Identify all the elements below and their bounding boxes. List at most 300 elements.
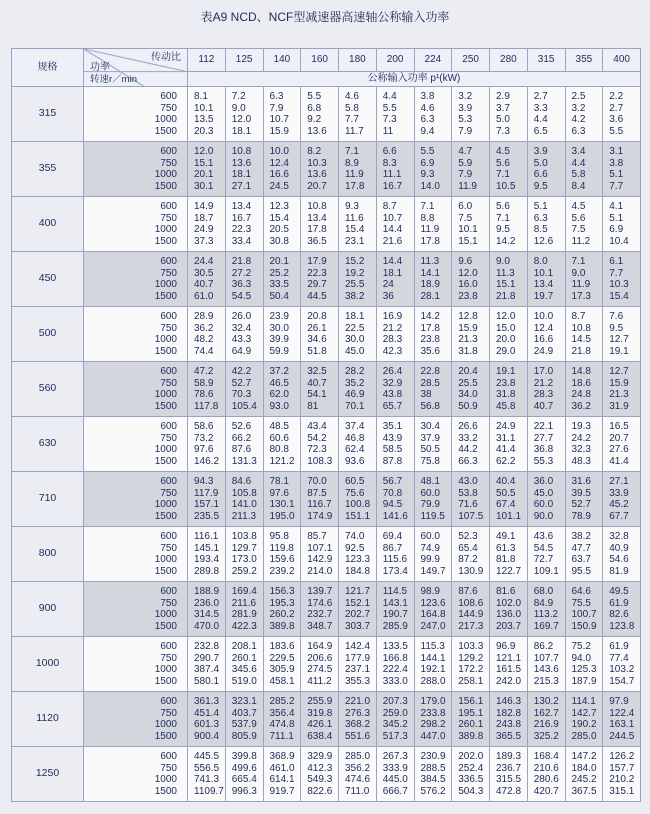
- power-value: 25.2: [269, 267, 289, 279]
- power-value: 67.4: [496, 499, 516, 510]
- speed-value: 1000: [154, 224, 177, 235]
- power-value: 36.2: [194, 322, 214, 334]
- speed-value: 750: [160, 102, 177, 114]
- power-value: 70.8: [382, 487, 403, 499]
- power-value: 19.3: [571, 421, 591, 432]
- speed-value: 600: [160, 91, 177, 102]
- power-value: 107.5: [458, 510, 484, 522]
- power-value: 919.7: [269, 785, 295, 797]
- power-value: 6.8: [307, 102, 322, 114]
- power-value: 65.7: [382, 400, 403, 412]
- spec-cell: 900: [12, 582, 84, 637]
- power-value: 81: [307, 400, 319, 412]
- power-value: 51.8: [307, 345, 327, 357]
- power-value: 285.0: [345, 751, 371, 762]
- power-value: 28.3: [382, 334, 403, 345]
- power-cell: [490, 692, 528, 747]
- power-label: 功率: [90, 62, 110, 73]
- power-cell: [452, 307, 490, 362]
- power-value: 5.5: [420, 146, 435, 157]
- power-value: 162.7: [533, 707, 559, 719]
- power-value: 130.9: [458, 565, 484, 577]
- power-value: 168.4: [533, 751, 559, 762]
- power-value: 31.6: [571, 476, 591, 487]
- power-cell: [452, 692, 490, 747]
- speed-cell: [84, 582, 188, 637]
- power-cell: [603, 142, 641, 197]
- power-value: 29.7: [307, 279, 327, 290]
- power-value: 56.7: [382, 476, 403, 487]
- power-value: 14.0: [420, 180, 440, 192]
- power-value: 49.1: [496, 531, 516, 542]
- power-value: 32.4: [231, 322, 252, 334]
- power-value: 19.1: [496, 366, 516, 377]
- power-value: 303.7: [345, 620, 371, 632]
- power-cell: [565, 747, 603, 802]
- power-value: 7.1: [345, 146, 359, 157]
- power-value: 15.2: [345, 256, 365, 267]
- table-row: [12, 417, 641, 472]
- power-value: 411.2: [307, 675, 332, 687]
- speed-value: 600: [160, 421, 177, 432]
- power-cell: [339, 87, 377, 142]
- power-cell: [263, 637, 301, 692]
- power-value: 157.1: [194, 499, 220, 510]
- power-value: 30.0: [269, 322, 289, 334]
- power-value: 24.9: [194, 224, 214, 235]
- power-value: 10.8: [571, 322, 591, 334]
- power-value: 14.5: [571, 334, 591, 345]
- speed-value: 600: [160, 366, 177, 377]
- power-cell: [603, 362, 641, 417]
- power-cell: [414, 527, 452, 582]
- power-value: 108.3: [307, 455, 333, 467]
- power-cell: [490, 747, 528, 802]
- power-cell: [527, 307, 565, 362]
- power-value: 74.4: [194, 345, 214, 357]
- power-value: 117.9: [194, 487, 219, 499]
- power-cell: [225, 142, 263, 197]
- power-value: 79.9: [420, 499, 440, 510]
- speed-value: 600: [160, 751, 177, 762]
- power-value: 20.1: [194, 169, 214, 180]
- power-value: 26.4: [382, 366, 403, 377]
- power-value: 36.3: [231, 279, 252, 290]
- power-value: 356.4: [269, 707, 295, 719]
- power-cell: [225, 362, 263, 417]
- speed-value: 600: [160, 641, 177, 652]
- power-cell: [376, 307, 414, 362]
- power-value: 41.4: [609, 455, 629, 467]
- table-row: [12, 197, 641, 252]
- power-value: 174.9: [307, 510, 333, 522]
- power-value: 10.8: [231, 146, 252, 157]
- power-value: 43.8: [382, 389, 403, 400]
- power-value: 461.0: [269, 762, 295, 774]
- power-value: 116.7: [307, 499, 332, 510]
- power-cell: [339, 747, 377, 802]
- power-value: 996.3: [231, 785, 257, 797]
- power-cell: [490, 307, 528, 362]
- power-value: 1109.7: [194, 785, 224, 797]
- power-value: 81.9: [609, 565, 629, 577]
- power-value: 62.0: [269, 389, 289, 400]
- power-value: 551.6: [345, 730, 371, 742]
- power-value: 82.6: [609, 609, 629, 620]
- power-cell: [339, 252, 377, 307]
- power-value: 11.9: [571, 279, 591, 290]
- power-value: 24.8: [571, 389, 591, 400]
- power-cell: [301, 417, 339, 472]
- power-value: 24.9: [496, 421, 516, 432]
- power-value: 93.6: [345, 455, 365, 467]
- power-value: 95.5: [571, 565, 591, 577]
- ratio-header-180: 180: [339, 49, 377, 72]
- power-value: 81.6: [496, 586, 516, 597]
- power-value: 12.7: [609, 334, 629, 345]
- power-value: 78.1: [269, 476, 289, 487]
- power-value: 52.3: [458, 531, 478, 542]
- power-cell: [414, 307, 452, 362]
- power-value: 333.9: [382, 762, 408, 774]
- power-value: 50.5: [420, 444, 440, 455]
- speed-cell: [84, 417, 188, 472]
- power-value: 12.8: [458, 311, 478, 322]
- power-value: 45.8: [496, 400, 516, 412]
- power-cell: [225, 582, 263, 637]
- power-value: 87.6: [231, 444, 252, 455]
- power-value: 314.5: [194, 609, 220, 620]
- power-value: 356.2: [345, 762, 371, 774]
- power-value: 9.0: [231, 102, 246, 114]
- power-value: 44.2: [458, 444, 478, 455]
- power-cell: [188, 87, 226, 142]
- power-cell: [565, 197, 603, 252]
- power-cell: [188, 417, 226, 472]
- power-value: 23.9: [269, 311, 289, 322]
- power-cell: [225, 747, 263, 802]
- power-value: 315.5: [496, 774, 522, 785]
- power-value: 11: [382, 125, 394, 137]
- power-value: 54.5: [533, 542, 554, 554]
- power-table: [11, 48, 641, 802]
- power-value: 183.6: [269, 641, 295, 652]
- power-value: 48.5: [269, 421, 289, 432]
- power-value: 189.3: [496, 751, 522, 762]
- power-value: 84.9: [533, 597, 554, 609]
- power-value: 156.3: [269, 586, 295, 597]
- power-cell: [301, 252, 339, 307]
- power-value: 55.3: [533, 455, 554, 467]
- power-cell: [376, 692, 414, 747]
- speed-value: 1500: [154, 180, 177, 192]
- power-value: 4.7: [458, 146, 473, 157]
- power-value: 3.2: [458, 91, 473, 102]
- power-cell: [225, 637, 263, 692]
- power-value: 21.2: [533, 377, 554, 389]
- power-value: 97.6: [194, 444, 214, 455]
- power-value: 445.5: [194, 751, 220, 762]
- power-value: 9.5: [496, 224, 510, 235]
- power-value: 6.6: [382, 146, 397, 157]
- power-value: 159.6: [269, 554, 295, 565]
- spec-cell: 450: [12, 252, 84, 307]
- power-value: 5.6: [496, 201, 510, 212]
- power-cell: [414, 692, 452, 747]
- power-cell: [452, 637, 490, 692]
- power-value: 130.1: [269, 499, 295, 510]
- power-value: 259.0: [382, 707, 408, 719]
- power-value: 123.8: [609, 620, 635, 632]
- power-value: 142.7: [571, 707, 597, 719]
- power-value: 192.1: [420, 664, 446, 675]
- power-value: 54.2: [307, 432, 327, 444]
- power-value: 216.9: [533, 719, 559, 730]
- power-value: 345.6: [231, 664, 257, 675]
- power-value: 7.9: [458, 125, 473, 137]
- speed-value: 1500: [154, 345, 177, 357]
- power-value: 6.3: [571, 125, 586, 137]
- power-value: 15.1: [458, 235, 478, 247]
- power-cell: [301, 87, 339, 142]
- spec-cell: 1250: [12, 747, 84, 802]
- power-value: 38.2: [345, 290, 365, 302]
- power-cell: [301, 142, 339, 197]
- power-value: 16.0: [458, 279, 478, 290]
- power-value: 8.1: [194, 91, 208, 102]
- power-value: 5.6: [571, 212, 586, 224]
- power-value: 42.3: [382, 345, 403, 357]
- power-cell: [490, 637, 528, 692]
- speed-value: 750: [160, 542, 177, 554]
- power-cell: [339, 582, 377, 637]
- power-value: 399.8: [231, 751, 257, 762]
- power-value: 60.6: [269, 432, 289, 444]
- power-value: 3.6: [609, 114, 624, 125]
- speed-value: 1000: [154, 389, 177, 400]
- power-value: 25.5: [345, 279, 365, 290]
- speed-value: 750: [160, 377, 177, 389]
- power-value: 195.0: [269, 510, 295, 522]
- power-value: 184.8: [345, 565, 371, 577]
- power-value: 17.3: [571, 290, 591, 302]
- power-value: 822.6: [307, 785, 333, 797]
- speed-value: 1000: [154, 444, 177, 455]
- power-value: 54.6: [609, 554, 629, 565]
- power-cell: [376, 362, 414, 417]
- power-value: 206.6: [307, 652, 333, 664]
- ratio-label: 传动比: [151, 52, 181, 63]
- power-value: 46.8: [345, 432, 365, 444]
- power-cell: [603, 472, 641, 527]
- power-cell: [376, 637, 414, 692]
- power-value: 68.0: [533, 586, 554, 597]
- power-value: 33.2: [458, 432, 478, 444]
- power-value: 100.8: [345, 499, 371, 510]
- power-value: 22.8: [420, 366, 440, 377]
- power-cell: [263, 747, 301, 802]
- power-value: 156.1: [458, 696, 484, 707]
- power-cell: [527, 472, 565, 527]
- power-cell: [565, 252, 603, 307]
- speed-value: 1000: [154, 774, 177, 785]
- power-value: 5.5: [609, 125, 624, 137]
- speed-cell: [84, 252, 188, 307]
- power-cell: [339, 362, 377, 417]
- power-cell: [188, 197, 226, 252]
- power-value: 499.6: [231, 762, 257, 774]
- power-value: 12.0: [458, 267, 478, 279]
- power-value: 237.1: [345, 664, 371, 675]
- power-cell: [188, 747, 226, 802]
- power-value: 75.6: [345, 487, 365, 499]
- power-value: 142.9: [307, 554, 333, 565]
- power-value: 285.9: [382, 620, 408, 632]
- power-value: 5.0: [496, 114, 510, 125]
- power-value: 10.7: [382, 212, 403, 224]
- power-value: 12.4: [269, 157, 289, 169]
- power-value: 32.5: [307, 366, 327, 377]
- power-cell: [376, 472, 414, 527]
- power-value: 133.5: [382, 641, 408, 652]
- power-value: 172.2: [458, 664, 484, 675]
- power-value: 130.2: [533, 696, 559, 707]
- power-value: 10.3: [307, 157, 327, 169]
- power-value: 255.9: [307, 696, 333, 707]
- power-cell: [301, 692, 339, 747]
- power-value: 8.9: [345, 157, 359, 169]
- power-value: 142.4: [345, 641, 371, 652]
- power-value: 638.4: [307, 730, 333, 742]
- power-cell: [565, 692, 603, 747]
- power-value: 319.8: [307, 707, 333, 719]
- power-value: 80.8: [269, 444, 289, 455]
- power-value: 145.1: [194, 542, 220, 554]
- power-value: 7.5: [571, 224, 586, 235]
- power-value: 666.7: [382, 785, 408, 797]
- power-value: 285.0: [571, 730, 597, 742]
- power-value: 2.5: [571, 91, 586, 102]
- power-value: 211.6: [231, 597, 257, 609]
- power-cell: [452, 582, 490, 637]
- power-value: 12.0: [496, 311, 516, 322]
- power-value: 2.9: [496, 91, 510, 102]
- power-cell: [603, 252, 641, 307]
- speed-value: 1000: [154, 719, 177, 730]
- power-value: 16.7: [231, 212, 252, 224]
- power-cell: [490, 582, 528, 637]
- power-value: 230.9: [420, 751, 446, 762]
- power-value: 556.5: [194, 762, 220, 774]
- power-value: 187.9: [571, 675, 597, 687]
- power-cell: [414, 252, 452, 307]
- power-value: 105.8: [231, 487, 257, 499]
- power-value: 28.9: [194, 311, 214, 322]
- power-value: 73.2: [194, 432, 214, 444]
- power-cell: [263, 252, 301, 307]
- speed-value: 750: [160, 707, 177, 719]
- power-value: 31.9: [609, 400, 629, 412]
- power-value: 12.4: [533, 322, 554, 334]
- table-row: [12, 747, 641, 802]
- power-value: 146.2: [194, 455, 220, 467]
- power-value: 139.7: [307, 586, 333, 597]
- spec-cell: 500: [12, 307, 84, 362]
- power-value: 22.3: [231, 224, 252, 235]
- power-value: 243.8: [496, 719, 522, 730]
- power-value: 202.7: [345, 609, 371, 620]
- power-value: 38: [420, 389, 432, 400]
- power-value: 152.1: [345, 597, 371, 609]
- power-value: 92.5: [345, 542, 365, 554]
- power-value: 64.9: [231, 345, 252, 357]
- power-cell: [565, 142, 603, 197]
- power-value: 193.4: [194, 554, 220, 565]
- power-value: 24.9: [533, 345, 554, 357]
- power-cell: [452, 87, 490, 142]
- power-value: 5.0: [533, 157, 548, 169]
- power-value: 157.7: [609, 762, 635, 774]
- power-value: 258.1: [458, 675, 484, 687]
- power-value: 18.6: [571, 377, 591, 389]
- power-cell: [527, 362, 565, 417]
- power-value: 348.7: [307, 620, 333, 632]
- power-value: 95.8: [269, 531, 289, 542]
- power-value: 31.8: [496, 389, 516, 400]
- power-value: 2.2: [609, 91, 624, 102]
- power-value: 245.2: [571, 774, 597, 785]
- power-value: 27.7: [533, 432, 554, 444]
- power-value: 32.3: [571, 444, 591, 455]
- power-value: 5.1: [533, 201, 548, 212]
- power-value: 52.6: [231, 421, 252, 432]
- power-value: 207.3: [382, 696, 408, 707]
- power-value: 45.0: [345, 345, 365, 357]
- power-value: 86.7: [382, 542, 403, 554]
- power-cell: [263, 527, 301, 582]
- speed-value: 1000: [154, 114, 177, 125]
- power-value: 10.3: [609, 279, 629, 290]
- power-value: 7.7: [609, 180, 624, 192]
- power-value: 18.1: [382, 267, 403, 279]
- speed-value: 750: [160, 432, 177, 444]
- power-value: 61.9: [609, 641, 629, 652]
- power-value: 115.3: [420, 641, 445, 652]
- power-value: 26.6: [458, 421, 478, 432]
- power-cell: [414, 87, 452, 142]
- power-value: 147.2: [571, 751, 597, 762]
- power-value: 11.3: [496, 267, 515, 279]
- table-title: 表A9 NCD、NCF型减速器高速轴公称输入功率: [200, 10, 450, 24]
- power-value: 288.0: [420, 675, 446, 687]
- power-cell: [301, 197, 339, 252]
- power-cell: [376, 417, 414, 472]
- power-value: 387.4: [194, 664, 220, 675]
- power-value: 37.9: [420, 432, 440, 444]
- power-value: 30.5: [194, 267, 214, 279]
- power-value: 458.1: [269, 675, 295, 687]
- spec-cell: 400: [12, 197, 84, 252]
- power-value: 105.4: [231, 400, 257, 412]
- power-cell: [225, 692, 263, 747]
- power-value: 36.5: [307, 235, 327, 247]
- power-cell: [414, 417, 452, 472]
- speed-value: 1000: [154, 499, 177, 510]
- speed-value: 1500: [154, 565, 177, 577]
- power-value: 22.5: [345, 322, 365, 334]
- power-value: 121.1: [496, 652, 522, 664]
- power-value: 119.8: [269, 542, 294, 554]
